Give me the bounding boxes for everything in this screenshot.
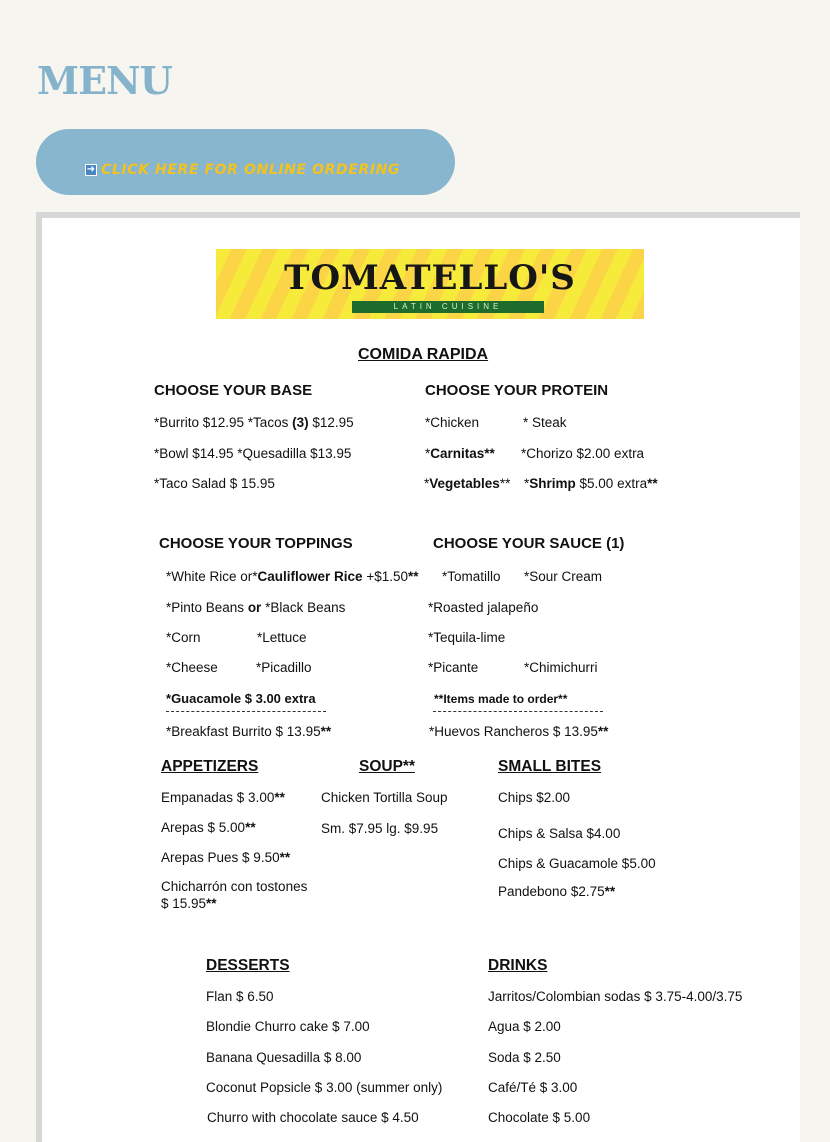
online-ordering-button[interactable]: [36, 129, 455, 195]
divider: [433, 711, 603, 712]
toppings-heading: CHOOSE YOUR TOPPINGS: [159, 535, 353, 552]
drink-item: Soda $ 2.50: [488, 1050, 561, 1065]
huevos-rancheros: *Huevos Rancheros $ 13.95**: [429, 724, 609, 739]
topping-picadillo: *Picadillo: [256, 660, 312, 675]
drink-item: Jarritos/Colombian sodas $ 3.75-4.00/3.75: [488, 989, 743, 1004]
topping-corn: *Corn: [166, 630, 201, 645]
topping-beans: *Pinto Beans or *Black Beans: [166, 600, 346, 615]
sauce-sour-cream: *Sour Cream: [524, 569, 603, 584]
arrow-right-icon: ➜: [86, 164, 96, 175]
small-bites-heading: SMALL BITES: [498, 758, 602, 775]
protein-chicken: *Chicken: [425, 415, 480, 430]
online-ordering-label: CLICK HERE FOR ONLINE ORDERING: [101, 162, 400, 178]
topping-guacamole: *Guacamole $ 3.00 extra: [166, 691, 316, 706]
section-title: COMIDA RAPIDA: [358, 346, 489, 363]
made-to-order-note: **Items made to order**: [434, 692, 568, 706]
base-heading: CHOOSE YOUR BASE: [154, 382, 313, 399]
base-taco-salad: *Taco Salad $ 15.95: [154, 476, 275, 491]
protein-steak: * Steak: [523, 415, 567, 430]
soup-prices: Sm. $7.95 lg. $9.95: [321, 821, 439, 836]
protein-chorizo: *Chorizo $2.00 extra: [521, 446, 645, 461]
breakfast-burrito: *Breakfast Burrito $ 13.95**: [166, 724, 332, 739]
topping-cheese: *Cheese: [166, 660, 218, 675]
small-bite-chips: Chips $2.00: [498, 790, 571, 805]
protein-vegetables: *Vegetables**: [424, 476, 511, 491]
appetizer-chicharron-price: $ 15.95**: [161, 896, 217, 911]
soup-chicken-tortilla: Chicken Tortilla Soup: [321, 790, 448, 805]
restaurant-logo: TOMATELLO'S: [284, 258, 576, 298]
drinks-heading: DRINKS: [488, 957, 548, 974]
dessert-item: Churro with chocolate sauce $ 4.50: [207, 1110, 419, 1125]
restaurant-tagline: LATIN CUISINE: [352, 301, 544, 313]
drink-item: Agua $ 2.00: [488, 1019, 561, 1034]
page-title: MENU: [37, 58, 172, 103]
small-bite-chips-salsa: Chips & Salsa $4.00: [498, 826, 621, 841]
sauce-tomatillo: *Tomatillo: [442, 569, 501, 584]
protein-heading: CHOOSE YOUR PROTEIN: [425, 382, 609, 399]
menu-document: [36, 212, 800, 1142]
sauce-tequila-lime: *Tequila-lime: [428, 630, 506, 645]
appetizer-arepas: Arepas $ 5.00**: [161, 820, 256, 835]
appetizers-heading: APPETIZERS: [161, 758, 259, 775]
soup-heading: SOUP**: [359, 758, 415, 775]
protein-shrimp: *Shrimp $5.00 extra**: [524, 476, 658, 491]
sauce-jalapeno: *Roasted jalapeño: [428, 600, 539, 615]
sauce-chimichurri: *Chimichurri: [524, 660, 598, 675]
divider: [166, 711, 326, 712]
appetizer-chicharron: Chicharrón con tostones: [161, 879, 308, 894]
small-bite-chips-guacamole: Chips & Guacamole $5.00: [498, 856, 656, 871]
appetizer-arepas-pues: Arepas Pues $ 9.50**: [161, 850, 291, 865]
sauce-picante: *Picante: [428, 660, 479, 675]
dessert-item: Coconut Popsicle $ 3.00 (summer only): [206, 1080, 443, 1095]
protein-carnitas: *Carnitas**: [425, 446, 495, 461]
small-bite-pandebono: Pandebono $2.75**: [498, 884, 616, 899]
topping-lettuce: *Lettuce: [257, 630, 307, 645]
dessert-item: Blondie Churro cake $ 7.00: [206, 1019, 370, 1034]
desserts-heading: DESSERTS: [206, 957, 290, 974]
sauce-heading: CHOOSE YOUR SAUCE (1): [433, 535, 625, 552]
dessert-item: Banana Quesadilla $ 8.00: [206, 1050, 362, 1065]
base-bowl-quesadilla: *Bowl $14.95 *Quesadilla $13.95: [154, 446, 352, 461]
dessert-item: Flan $ 6.50: [206, 989, 274, 1004]
topping-rice: *White Rice or*Cauliflower Rice +$1.50**: [166, 569, 419, 584]
appetizer-empanadas: Empanadas $ 3.00**: [161, 790, 285, 805]
drink-item: Chocolate $ 5.00: [488, 1110, 591, 1125]
restaurant-banner: [216, 249, 644, 319]
base-burrito-tacos: *Burrito $12.95 *Tacos (3) $12.95: [154, 415, 354, 430]
drink-item: Café/Té $ 3.00: [488, 1080, 578, 1095]
